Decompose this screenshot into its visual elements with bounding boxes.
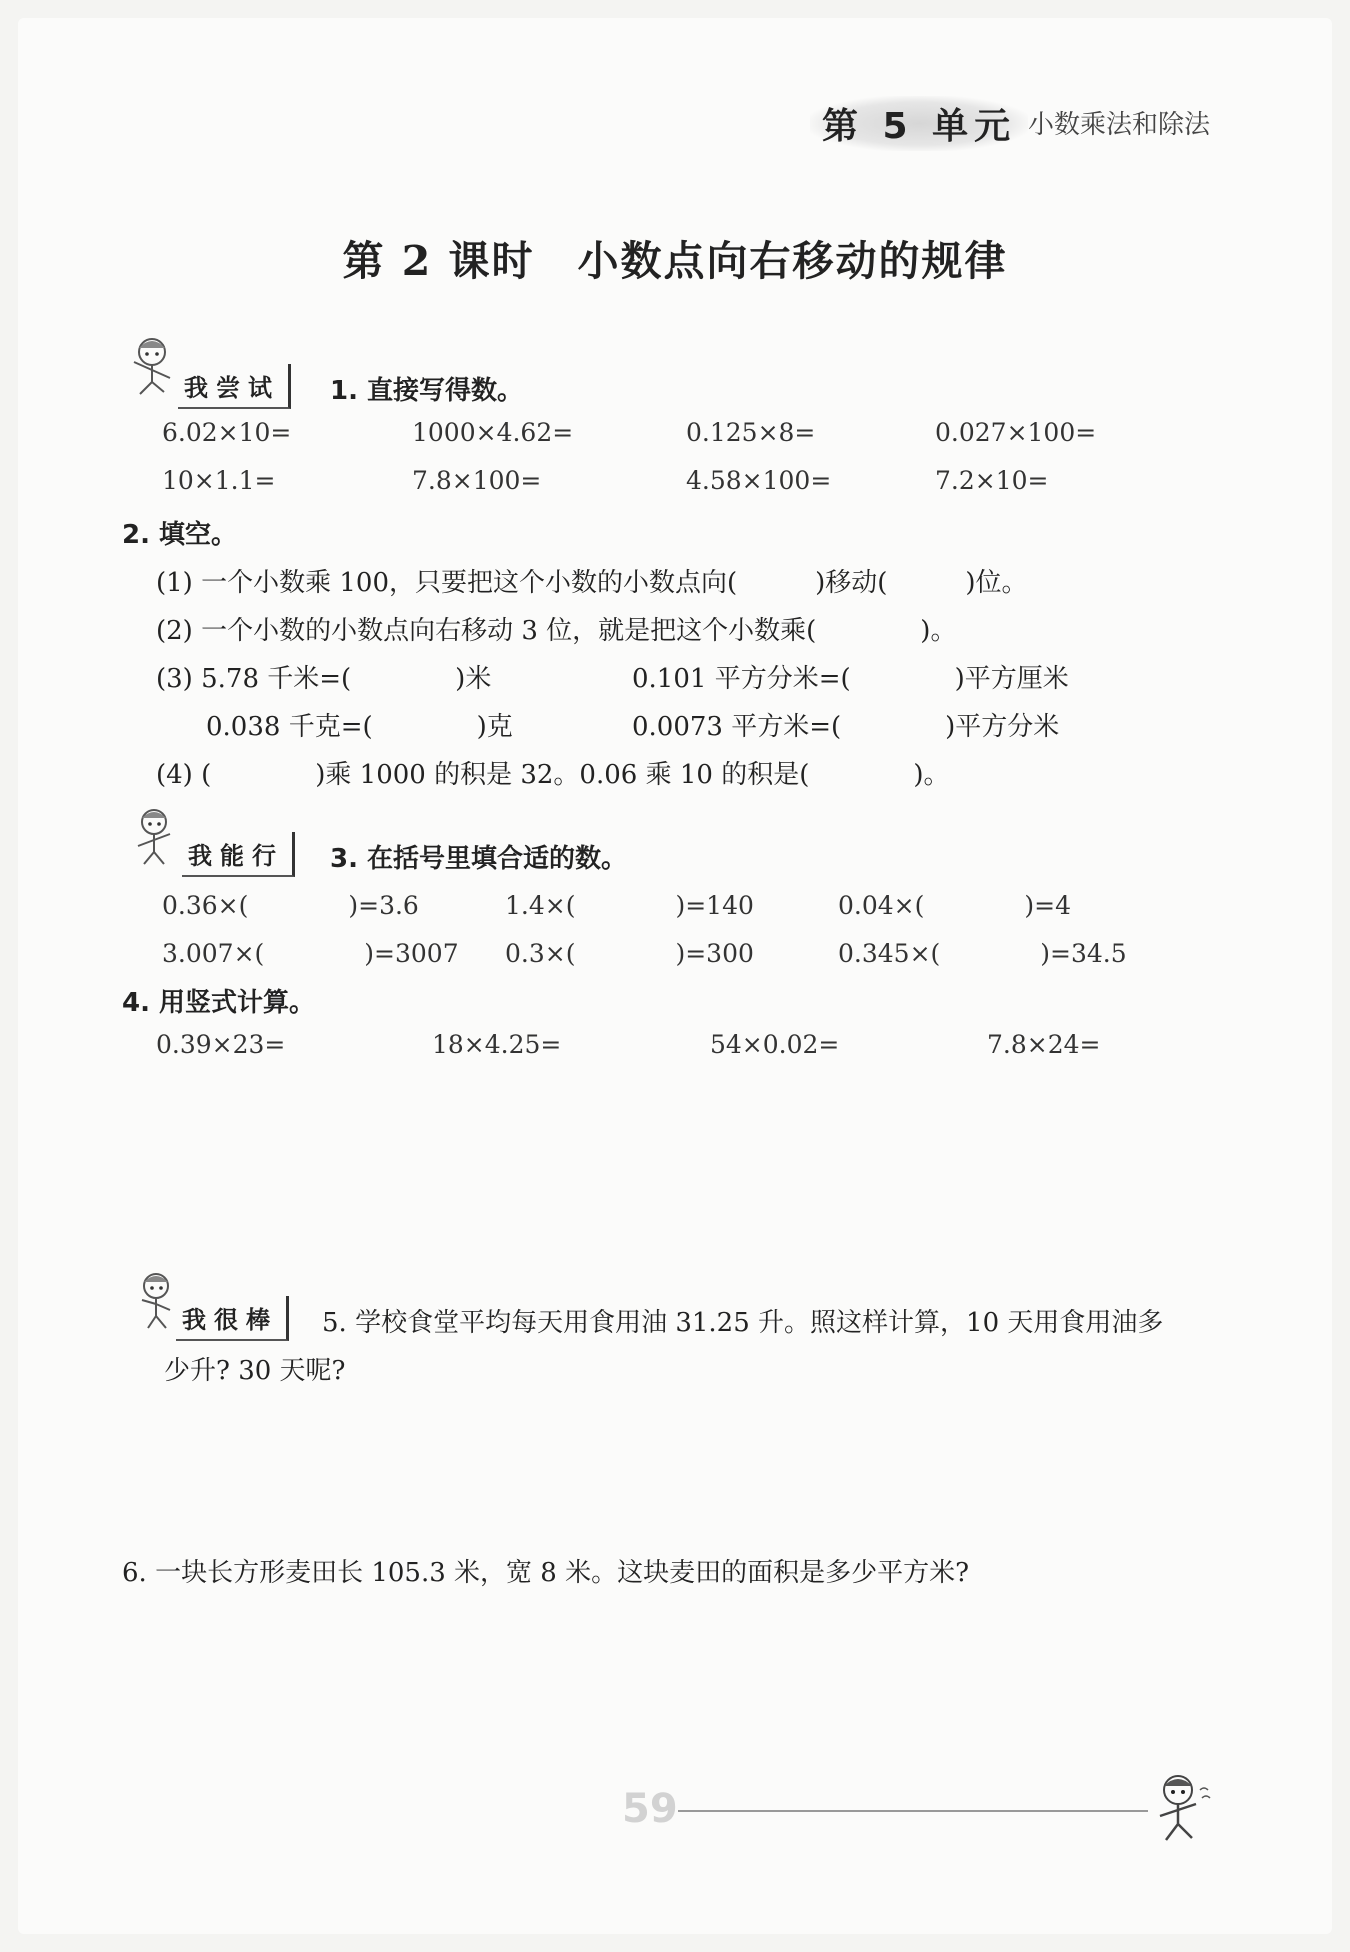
section-badge-try: 我尝试 [178, 364, 291, 409]
mascot-boy-icon [1148, 1770, 1218, 1846]
section-badge-can: 我能行 [182, 832, 295, 877]
q4-item: 18×4.25= [432, 1030, 562, 1059]
q2-line: (3) 5.78 千米=( )米 [156, 664, 492, 694]
q4-item: 7.8×24= [987, 1030, 1101, 1059]
page-number: 59 [622, 1786, 678, 1832]
lesson-title: 第 2 课时 小数点向右移动的规律 [342, 237, 1008, 285]
q3-item: 0.36×( )=3.6 [162, 891, 419, 920]
question-2-title: 2. 填空。 [122, 520, 238, 550]
question-4-title: 4. 用竖式计算。 [122, 988, 316, 1018]
question-1-title: 1. 直接写得数。 [330, 376, 524, 406]
q1-item: 7.8×100= [412, 466, 542, 495]
question-3-title: 3. 在括号里填合适的数。 [330, 844, 628, 874]
question-5-line2: 少升? 30 天呢? [164, 1356, 346, 1386]
q3-item: 1.4×( )=140 [505, 891, 754, 920]
q3-item: 0.345×( )=34.5 [838, 939, 1127, 968]
q4-item: 54×0.02= [710, 1030, 840, 1059]
question-5-line1: 5. 学校食堂平均每天用食用油 31.25 升。照这样计算，10 天用食用油多 [322, 1308, 1164, 1338]
q1-item: 1000×4.62= [412, 418, 574, 447]
q1-item: 4.58×100= [686, 466, 832, 495]
q1-item: 0.125×8= [686, 418, 816, 447]
q3-item: 0.3×( )=300 [505, 939, 754, 968]
unit-subtitle: 小数乘法和除法 [1028, 110, 1211, 140]
question-6-text: 6. 一块长方形麦田长 105.3 米，宽 8 米。这块麦田的面积是多少平方米? [122, 1558, 970, 1588]
q2-line: (1) 一个小数乘 100，只要把这个小数的小数点向( )移动( )位。 [156, 568, 1028, 598]
section-badge-great: 我很棒 [176, 1296, 289, 1341]
q2-line: (4) ( )乘 1000 的积是 32。0.06 乘 10 的积是( )。 [156, 760, 950, 790]
q1-item: 7.2×10= [935, 466, 1049, 495]
q2-line: 0.101 平方分米=( )平方厘米 [632, 664, 1069, 694]
mascot-girl-icon [128, 806, 184, 868]
q2-line: (2) 一个小数的小数点向右移动 3 位，就是把这个小数乘( )。 [156, 616, 957, 646]
footer-rule [678, 1810, 1148, 1812]
q4-item: 0.39×23= [156, 1030, 286, 1059]
q1-item: 10×1.1= [162, 466, 276, 495]
mascot-girl-icon [122, 334, 184, 398]
q2-line: 0.038 千克=( )克 [206, 712, 513, 742]
worksheet-page [18, 18, 1332, 1934]
q3-item: 0.04×( )=4 [838, 891, 1071, 920]
q1-item: 0.027×100= [935, 418, 1097, 447]
q2-line: 0.0073 平方米=( )平方分米 [632, 712, 1060, 742]
q3-item: 3.007×( )=3007 [162, 939, 459, 968]
q1-item: 6.02×10= [162, 418, 292, 447]
unit-title: 第 5 单元 [810, 96, 1028, 151]
